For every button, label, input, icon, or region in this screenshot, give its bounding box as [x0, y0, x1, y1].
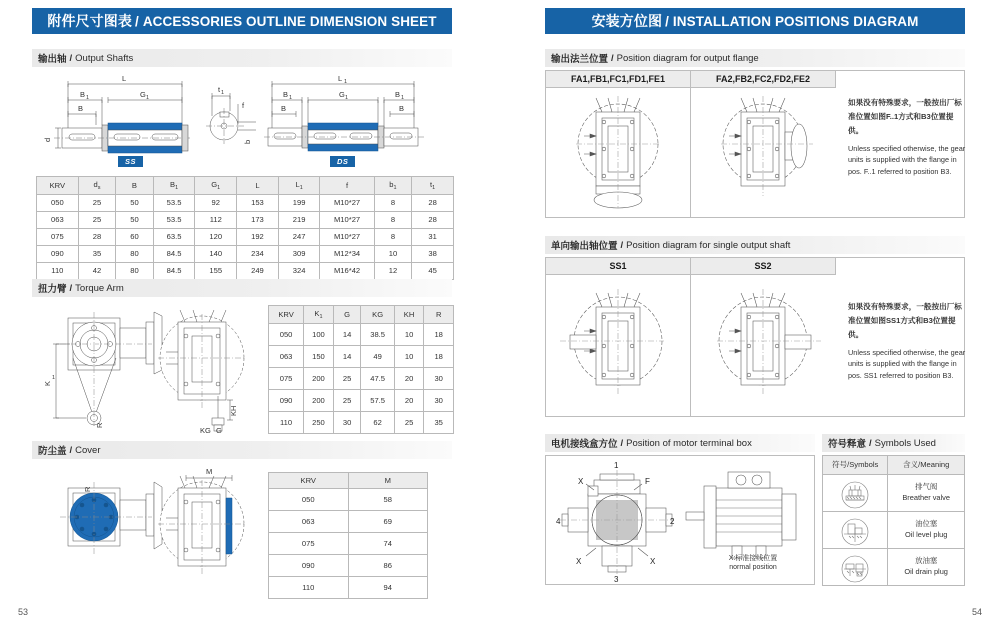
cell: 35 — [78, 246, 116, 263]
cell: 50 — [116, 212, 154, 229]
svg-text:B: B — [80, 90, 86, 99]
symbol-meaning-cn: 放油塞 — [915, 556, 938, 566]
torque-arm-table-body — [269, 324, 454, 434]
section-title-en: Position diagram for single output shaft — [626, 239, 791, 251]
ss-col-header-2: SS2 — [691, 258, 836, 275]
flange-diagram-2 — [691, 88, 836, 217]
svg-text:3: 3 — [614, 575, 619, 584]
section-title-en: Output Shafts — [75, 52, 134, 64]
cell: 309 — [278, 246, 320, 263]
cell: 200 — [304, 390, 334, 412]
cover-drawing — [40, 462, 260, 590]
section-header-output-flange — [545, 49, 965, 67]
cell: 250 — [304, 412, 334, 434]
motor-caption-cn: X:标准接线位置 — [728, 555, 778, 562]
section-title-en: Cover — [75, 444, 101, 456]
cell: 94 — [348, 577, 428, 599]
cell: M10*27 — [320, 229, 374, 246]
svg-text:1: 1 — [52, 375, 56, 381]
th-r: R — [424, 306, 454, 324]
cell: 84.5 — [153, 246, 195, 263]
cell: 090 — [269, 555, 349, 577]
th-ds: $d_s$ — [78, 177, 116, 195]
svg-text:1: 1 — [614, 461, 619, 470]
cell: 57.5 — [361, 390, 394, 412]
cell: 30 — [424, 368, 454, 390]
section-header-motor-terminal-box — [545, 434, 815, 452]
right-page — [500, 0, 1000, 623]
table-row — [37, 246, 454, 263]
cell: 42 — [78, 263, 116, 280]
th-krv: KRV — [37, 177, 79, 195]
motor-caption — [698, 554, 808, 573]
symbol-cell-breather-valve — [823, 475, 888, 512]
cell: 110 — [37, 263, 79, 280]
section-title-cn: 扭力臂 — [38, 284, 67, 295]
shaft-badge-ss: SS — [118, 156, 143, 167]
cell: 38.5 — [361, 324, 394, 346]
svg-text:G: G — [216, 426, 222, 435]
cell: 100 — [304, 324, 334, 346]
cell: 112 — [195, 212, 237, 229]
svg-text:1: 1 — [146, 95, 150, 101]
cell: 31 — [412, 229, 454, 246]
th-k1: $K_1$ — [304, 306, 334, 324]
symbols-table-body — [823, 475, 965, 586]
svg-text:b: b — [243, 139, 252, 144]
cell: 192 — [237, 229, 279, 246]
cell: 14 — [333, 346, 361, 368]
cell: M10*27 — [320, 195, 374, 212]
th-f: f — [320, 177, 374, 195]
svg-text:KH: KH — [229, 405, 238, 416]
motor-terminal-box-panel — [545, 455, 815, 585]
cell: 063 — [37, 212, 79, 229]
table-row — [269, 555, 428, 577]
section-separator: / — [620, 239, 624, 251]
cell: 200 — [304, 368, 334, 390]
svg-text:1: 1 — [221, 90, 225, 96]
svg-text:X: X — [650, 557, 656, 566]
table-row — [37, 195, 454, 212]
cell: 14 — [333, 324, 361, 346]
oil-level-plug-icon — [823, 517, 887, 547]
flange-col-header-2: FA2,FB2,FC2,FD2,FE2 — [691, 71, 836, 88]
svg-text:K: K — [43, 380, 52, 386]
cell: 110 — [269, 577, 349, 599]
svg-text:R: R — [83, 486, 92, 492]
single-shaft-note-en: Unless specified otherwise, the gear units is supplied with the flange in pos. SS1 referred to position B3. — [848, 348, 966, 380]
cell: 075 — [269, 533, 349, 555]
torque-arm-drawing — [40, 300, 260, 435]
ss-col-header-1: SS1 — [546, 258, 691, 275]
shaft-section-view — [200, 78, 260, 168]
cell: 50 — [116, 195, 154, 212]
table-row — [269, 390, 454, 412]
table-row — [37, 229, 454, 246]
section-header-cover — [32, 441, 452, 459]
svg-text:B: B — [283, 90, 289, 99]
svg-text:1: 1 — [401, 95, 405, 101]
cell: 8 — [374, 212, 412, 229]
section-title-en: Position of motor terminal box — [626, 437, 752, 449]
cell: 58 — [348, 489, 428, 511]
cell: 075 — [37, 229, 79, 246]
cell: 219 — [278, 212, 320, 229]
th-krv: KRV — [269, 306, 304, 324]
section-title-cn: 电机接线盒方位 — [551, 439, 618, 450]
cell: 80 — [116, 263, 154, 280]
svg-text:G: G — [339, 90, 345, 99]
svg-text:1: 1 — [86, 95, 90, 101]
breather-valve-icon — [823, 480, 887, 510]
section-header-torque-arm — [32, 279, 452, 297]
torque-arm-table — [268, 305, 454, 434]
cell: 173 — [237, 212, 279, 229]
cell: 050 — [37, 195, 79, 212]
cell: 84.5 — [153, 263, 195, 280]
section-title-cn: 防尘盖 — [38, 446, 67, 457]
section-title-cn: 符号释意 — [828, 439, 867, 450]
th-b1: $B_1$ — [153, 177, 195, 195]
cell: 12 — [374, 263, 412, 280]
cell: 53.5 — [153, 212, 195, 229]
cell: 45 — [412, 263, 454, 280]
cell: 075 — [269, 368, 304, 390]
cell: 155 — [195, 263, 237, 280]
cell: 30 — [333, 412, 361, 434]
banner-title-en: INSTALLATION POSITIONS DIAGRAM — [672, 13, 919, 29]
table-row — [823, 549, 965, 586]
page-number-right: 54 — [971, 607, 982, 617]
svg-text:L: L — [122, 74, 127, 83]
cell: 62 — [361, 412, 394, 434]
table-row — [37, 212, 454, 229]
section-title-cn: 输出轴 — [38, 54, 67, 65]
flange-col-header-1: FA1,FB1,FC1,FD1,FE1 — [546, 71, 691, 88]
meaning-cell — [888, 475, 965, 512]
svg-text:X: X — [578, 477, 584, 486]
meaning-cell — [888, 549, 965, 586]
banner-title-cn: 附件尺寸图表 — [47, 13, 132, 29]
banner-separator: / — [134, 13, 139, 29]
cell: 74 — [348, 533, 428, 555]
cell: 63.5 — [153, 229, 195, 246]
section-separator: / — [69, 282, 73, 294]
single-shaft-note — [848, 300, 968, 381]
cell: 47.5 — [361, 368, 394, 390]
banner-title-en: ACCESSORIES OUTLINE DIMENSION SHEET — [142, 13, 437, 29]
cell: 92 — [195, 195, 237, 212]
cell: 28 — [412, 212, 454, 229]
cell: M10*27 — [320, 212, 374, 229]
section-header-output-shafts — [32, 49, 452, 67]
table-row — [37, 263, 454, 280]
cell: 28 — [78, 229, 116, 246]
cell: 35 — [424, 412, 454, 434]
cell: 86 — [348, 555, 428, 577]
cell: 10 — [394, 346, 424, 368]
th-b1b: $b_1$ — [374, 177, 412, 195]
th-meaning: 含义/Meaning — [888, 456, 965, 475]
table-row — [269, 412, 454, 434]
output-shafts-table-body — [37, 195, 454, 280]
single-shaft-note-cn: 如果没有特殊要求，一般按出厂标准位置如图SS1方式和B3位置提供。 — [848, 302, 962, 340]
shaft-badge-ds: DS — [330, 156, 355, 167]
svg-text:M: M — [206, 467, 213, 476]
cell: 140 — [195, 246, 237, 263]
section-title-en: Position diagram for output flange — [616, 52, 759, 64]
table-header-row — [269, 473, 428, 489]
motor-caption-en: normal position — [729, 564, 777, 572]
svg-text:1: 1 — [344, 79, 348, 85]
flange-diagram-1 — [546, 88, 691, 217]
th-kg: KG — [361, 306, 394, 324]
ss2-diagram — [691, 275, 836, 416]
svg-text:KG: KG — [200, 426, 211, 435]
cell: 20 — [394, 390, 424, 412]
cell: 153 — [237, 195, 279, 212]
cell: 10 — [394, 324, 424, 346]
flange-note — [848, 96, 968, 177]
section-header-symbols-used — [822, 434, 965, 452]
page-number-left: 53 — [18, 607, 29, 617]
section-separator: / — [620, 437, 624, 449]
cell: 18 — [424, 346, 454, 368]
table-row — [269, 324, 454, 346]
output-shafts-table — [36, 176, 454, 280]
section-separator: / — [869, 437, 872, 449]
cell: 199 — [278, 195, 320, 212]
svg-text:d: d — [43, 137, 52, 142]
cell: 60 — [116, 229, 154, 246]
left-page-banner — [32, 8, 452, 34]
cell: M12*34 — [320, 246, 374, 263]
cell: 25 — [394, 412, 424, 434]
cell: 69 — [348, 511, 428, 533]
section-separator: / — [611, 52, 614, 64]
th-symbols: 符号/Symbols — [823, 456, 888, 475]
symbol-cell-oil-level-plug — [823, 512, 888, 549]
oil-drain-plug-icon — [823, 554, 887, 584]
cell: 49 — [361, 346, 394, 368]
ss1-diagram — [546, 275, 691, 416]
flange-note-en: Unless specified otherwise, the gear units is supplied with the flange in pos. F..1 referred to position B3. — [848, 144, 966, 176]
cell: 30 — [424, 390, 454, 412]
section-separator: / — [69, 52, 73, 64]
th-t1: $t_1$ — [412, 177, 454, 195]
svg-text:B: B — [399, 104, 405, 113]
th-g1: $G_1$ — [195, 177, 237, 195]
cover-table — [268, 472, 428, 599]
table-row — [269, 489, 428, 511]
cell: 25 — [333, 368, 361, 390]
cell: 53.5 — [153, 195, 195, 212]
th-krv: KRV — [269, 473, 349, 489]
svg-text:G: G — [140, 90, 146, 99]
svg-text:1: 1 — [289, 95, 293, 101]
table-row — [269, 368, 454, 390]
cover-table-body — [269, 489, 428, 599]
section-title-cn: 输出法兰位置 — [551, 54, 609, 65]
table-row — [269, 533, 428, 555]
cell: 249 — [237, 263, 279, 280]
cell: 324 — [278, 263, 320, 280]
cell: 25 — [333, 390, 361, 412]
cell: 063 — [269, 511, 349, 533]
svg-text:2: 2 — [670, 517, 675, 526]
banner-title-cn: 安装方位图 — [591, 13, 663, 29]
table-row — [269, 577, 428, 599]
right-page-banner — [545, 8, 965, 34]
cell: 8 — [374, 229, 412, 246]
symbol-meaning-cn: 油位塞 — [915, 519, 938, 529]
svg-text:X: X — [576, 557, 582, 566]
cell: M16*42 — [320, 263, 374, 280]
cell: 38 — [412, 246, 454, 263]
svg-text:4: 4 — [556, 517, 561, 526]
cell: 80 — [116, 246, 154, 263]
section-title-en: Symbols Used — [874, 437, 936, 449]
cell: 8 — [374, 195, 412, 212]
svg-text:B: B — [395, 90, 401, 99]
th-b: B — [116, 177, 154, 195]
cell: 247 — [278, 229, 320, 246]
table-row — [823, 475, 965, 512]
svg-text:1: 1 — [345, 95, 349, 101]
symbols-table — [822, 455, 965, 586]
table-row — [269, 346, 454, 368]
table-header-row — [37, 177, 454, 195]
section-title-en: Torque Arm — [75, 282, 124, 294]
svg-text:R: R — [95, 422, 104, 428]
cell: 18 — [424, 324, 454, 346]
cell: 063 — [269, 346, 304, 368]
cell: 110 — [269, 412, 304, 434]
symbol-cell-oil-drain-plug — [823, 549, 888, 586]
cell: 090 — [37, 246, 79, 263]
shaft-drawing-ds — [258, 70, 438, 170]
section-title-cn: 单向输出轴位置 — [551, 241, 618, 252]
banner-separator: / — [665, 13, 669, 29]
svg-text:F: F — [645, 477, 650, 486]
table-header-row — [823, 456, 965, 475]
symbol-meaning-en: Breather valve — [902, 493, 950, 502]
flange-note-cn: 如果没有特殊要求，一般按出厂标准位置如图F..1方式和B3位置提供。 — [848, 98, 962, 136]
cell: 28 — [412, 195, 454, 212]
meaning-cell — [888, 512, 965, 549]
th-g: G — [333, 306, 361, 324]
svg-text:t: t — [218, 85, 221, 94]
table-row — [269, 511, 428, 533]
symbol-meaning-en: Oil level plug — [905, 530, 948, 539]
section-separator: / — [69, 444, 73, 456]
th-kh: KH — [394, 306, 424, 324]
symbol-meaning-en: Oil drain plug — [904, 567, 948, 576]
table-row — [823, 512, 965, 549]
cell: 090 — [269, 390, 304, 412]
svg-text:B: B — [78, 104, 84, 113]
cell: 050 — [269, 324, 304, 346]
cell: 10 — [374, 246, 412, 263]
cell: 050 — [269, 489, 349, 511]
section-header-single-output-shaft — [545, 236, 965, 254]
svg-text:f: f — [242, 101, 245, 110]
cell: 20 — [394, 368, 424, 390]
cell: 150 — [304, 346, 334, 368]
th-l1: $L_1$ — [278, 177, 320, 195]
symbol-meaning-cn: 排气阀 — [915, 482, 938, 492]
svg-text:B: B — [281, 104, 287, 113]
table-header-row — [269, 306, 454, 324]
th-m: M — [348, 473, 428, 489]
cell: 120 — [195, 229, 237, 246]
cell: 25 — [78, 212, 116, 229]
cell: 234 — [237, 246, 279, 263]
svg-text:L: L — [338, 74, 343, 83]
cell: 25 — [78, 195, 116, 212]
th-l: L — [237, 177, 279, 195]
